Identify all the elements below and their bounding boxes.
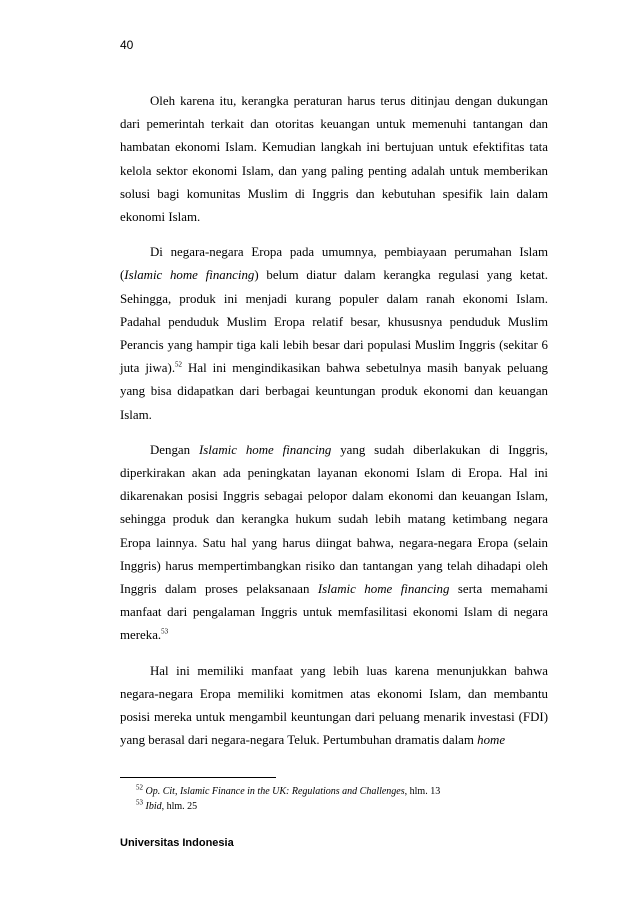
footnote [120,784,548,799]
text-run: , hlm. 25 [161,801,198,812]
page-footer: Universitas Indonesia [120,837,234,849]
footnote-ref: 52 [136,783,143,792]
footnote-ref: 52 [175,360,183,369]
text-run: Hal ini mengindikasikan bahwa sebetulnya masih banyak peluang yang bisa didapatkan dari berbagai keuntungan produk ekonomi dan keuangan Islam. [120,361,548,422]
text-run: serta memahami manfaat dari pengalaman Inggris untuk memfasilitasi ekonomi Islam di negara mereka. [120,582,548,643]
footnotes [120,784,548,814]
paragraph [120,439,548,648]
footnote [120,799,548,814]
footnote-ref: 53 [136,798,143,807]
paragraph [120,241,548,427]
italic-text: Islamic Finance in the UK: Regulations and Challenges [179,786,405,797]
text-run: Hal ini memiliki manfaat yang lebih luas karena menunjukkan bahwa negara-negara Eropa memiliki komitmen atas ekonomi Islam, dan membantu posisi mereka untuk mengambil keuntungan dari peluang menarik investasi (FDI) yang berasal dari negara-negara Teluk. Pertumbuhan dramatis dalam [120,663,548,748]
paragraph [120,660,548,753]
footnote-divider [120,777,276,778]
text-run: yang sudah diberlakukan di Inggris, diperkirakan akan ada peningkatan layanan ekonomi Islam di Eropa. Hal ini dikarenakan posisi Inggris sebagai pelopor dalam ekonomi dan keuangan Islam, sehingga produk dan kerangka hukum sudah lebih matang ketimbang negara Eropa lainnya. Satu hal yang harus diingat bahwa, negara-negara Eropa (selain Inggris) harus mempertimbangkan risiko dan tantangan yang telah dihadapi oleh Inggris dalam proses pelaksanaan [120,442,548,597]
body-text [120,90,548,764]
page-number: 40 [120,38,134,52]
italic-text: Islamic home financing [124,268,255,283]
italic-text: Op. Cit [145,786,175,797]
paragraph [120,90,548,229]
text-run: , hlm. 13 [404,786,441,797]
text-run: Di negara-negara Eropa pada umumnya, pembiayaan perumahan Islam ( [120,245,548,283]
text-run: , [174,786,180,797]
italic-text: Ibid [145,801,162,812]
text-run: ) belum diatur dalam kerangka regulasi yang ketat. Sehingga, produk ini menjadi kurang populer dalam ranah ekonomi Islam. Padahal penduduk Muslim Eropa relatif besar, khususnya penduduk Muslim Perancis yang hampir tiga kali lebih besar dari populasi Muslim Inggris (sekitar 6 juta jiwa). [120,268,548,376]
text-run: Dengan [150,442,199,457]
text-run: Oleh karena itu, kerangka peraturan harus terus ditinjau dengan dukungan dari pemerintah terkait dan otoritas keuangan untuk memenuhi tantangan dan hambatan ekonomi Islam. Kemudian langkah ini bertujuan untuk efektifitas tata kelola sektor ekonomi Islam, dan yang paling penting adalah untuk memberikan solusi bagi komunitas Muslim di Inggris dan kebutuhan spesifik lain dalam ekonomi Islam. [120,94,548,225]
italic-text: home [477,733,506,748]
italic-text: Islamic home financing [317,582,450,597]
footnote-ref: 53 [161,628,169,637]
italic-text: Islamic home financing [198,442,332,457]
